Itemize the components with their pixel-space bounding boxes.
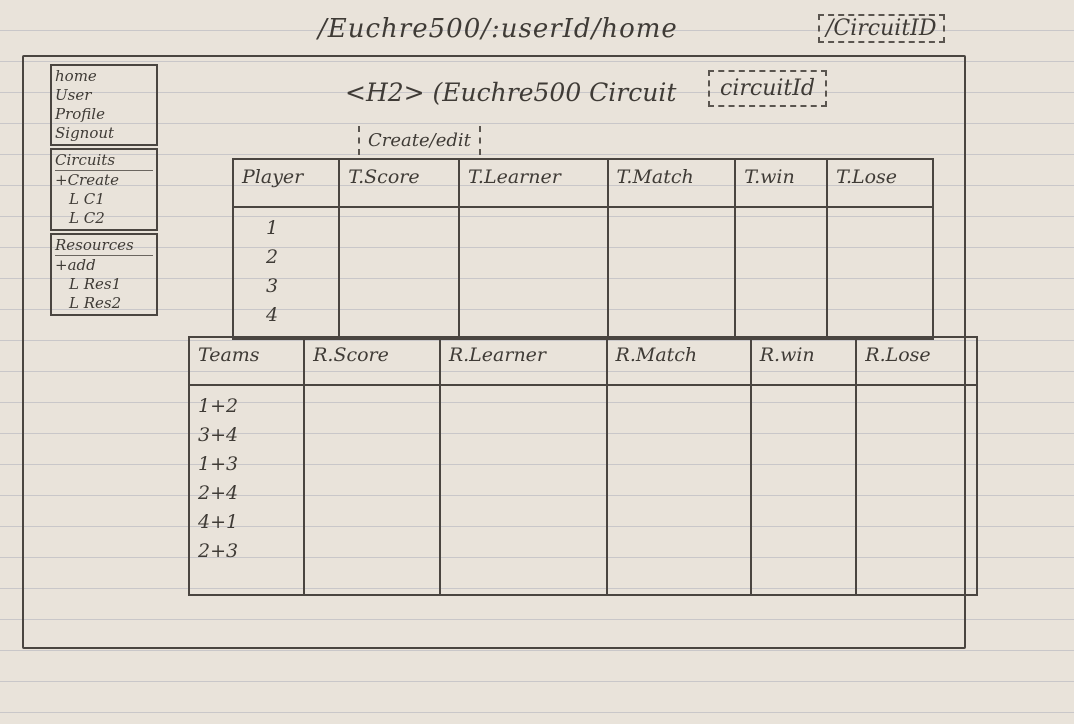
nav-resources[interactable]: Resources — [55, 236, 153, 256]
nav-add-resource[interactable]: +add — [55, 256, 96, 274]
nav-circuit-c1[interactable]: L C1 — [69, 190, 105, 208]
url-bar[interactable]: /Euchre500/:userId/home — [318, 14, 678, 44]
nav-home[interactable]: home — [55, 67, 97, 85]
circuit-id-route: /CircuitID — [818, 14, 945, 43]
nav-create-circuit[interactable]: +Create — [55, 171, 119, 189]
team-row: 1+3 — [198, 453, 239, 475]
col-t-win[interactable]: T.win — [735, 159, 827, 207]
circuit-id-placeholder: circuitId — [708, 70, 827, 107]
player-row: 2 — [266, 246, 279, 268]
team-list — [189, 385, 304, 595]
nav-resource-1[interactable]: L Res1 — [69, 275, 122, 293]
teams-header-row — [189, 337, 977, 385]
players-body-row — [233, 207, 933, 339]
nav-resource-2[interactable]: L Res2 — [69, 294, 122, 312]
players-header-row — [233, 159, 933, 207]
player-list — [233, 207, 339, 339]
page-title: <H2> (Euchre500 Circuit — [345, 78, 677, 107]
team-row: 4+1 — [198, 511, 239, 533]
team-row: 3+4 — [198, 424, 239, 446]
nav-signout[interactable]: Signout — [55, 124, 115, 142]
nav-circuits[interactable]: Circuits — [55, 151, 153, 171]
t-learner-cell — [459, 207, 608, 339]
r-score-cell — [304, 385, 440, 595]
player-row: 1 — [266, 217, 279, 239]
col-r-learner[interactable]: R.Learner — [440, 337, 607, 385]
create-edit-button[interactable]: Create/edit — [358, 126, 481, 155]
nav-group-resources — [50, 233, 158, 316]
nav-circuit-c2[interactable]: L C2 — [69, 209, 105, 227]
team-row: 2+4 — [198, 482, 239, 504]
team-row: 2+3 — [198, 540, 239, 562]
r-win-cell — [751, 385, 857, 595]
col-t-score[interactable]: T.Score — [339, 159, 459, 207]
col-r-win[interactable]: R.win — [751, 337, 857, 385]
players-table — [232, 158, 934, 340]
col-r-score[interactable]: R.Score — [304, 337, 440, 385]
col-teams[interactable]: Teams — [189, 337, 304, 385]
nav-group-account — [50, 64, 158, 146]
player-row: 3 — [266, 275, 279, 297]
player-row: 4 — [266, 304, 279, 326]
col-r-lose[interactable]: R.Lose — [856, 337, 977, 385]
r-learner-cell — [440, 385, 607, 595]
teams-table — [188, 336, 978, 596]
r-match-cell — [607, 385, 751, 595]
t-score-cell — [339, 207, 459, 339]
r-lose-cell — [856, 385, 977, 595]
t-win-cell — [735, 207, 827, 339]
teams-body-row — [189, 385, 977, 595]
col-t-learner[interactable]: T.Learner — [459, 159, 608, 207]
col-t-match[interactable]: T.Match — [608, 159, 736, 207]
col-r-match[interactable]: R.Match — [607, 337, 751, 385]
t-match-cell — [608, 207, 736, 339]
nav-user[interactable]: User — [55, 86, 92, 104]
t-lose-cell — [827, 207, 933, 339]
col-player[interactable]: Player — [233, 159, 339, 207]
col-t-lose[interactable]: T.Lose — [827, 159, 933, 207]
sidebar — [50, 64, 158, 318]
nav-profile[interactable]: Profile — [55, 105, 105, 123]
team-row: 1+2 — [198, 395, 239, 417]
nav-group-circuits — [50, 148, 158, 231]
